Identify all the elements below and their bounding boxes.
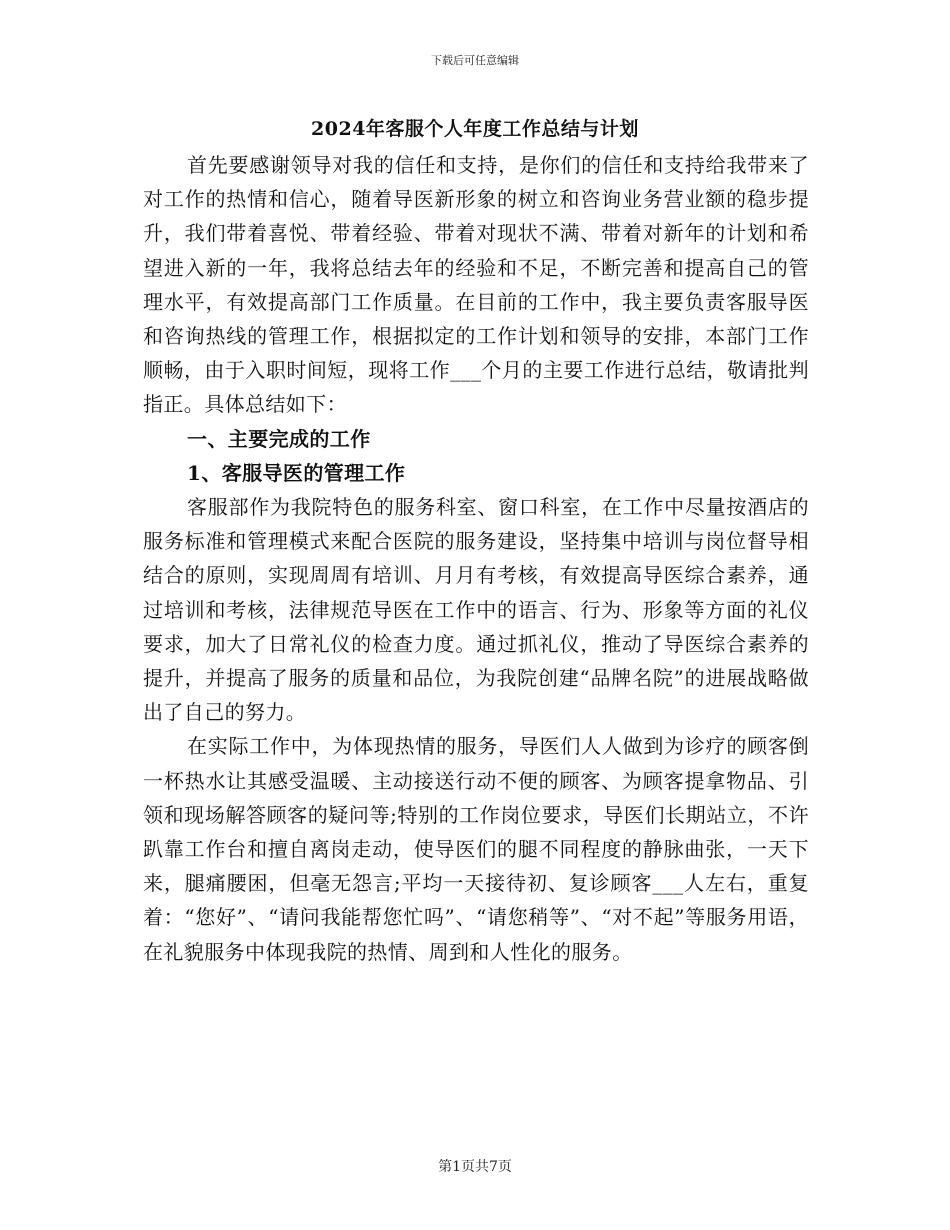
page-number-footer: 第1页共7页 [438,1159,512,1175]
document-title: 2024年客服个人年度工作总结与计划 [311,118,639,140]
section-heading-main-work: 一、主要完成的工作 [187,426,371,451]
management-paragraph: 客服部作为我院特色的服务科室、窗口科室，在工作中尽量按酒店的服务标准和管理模式来配合医院的服务建设，坚持集中培训与岗位督导相结合的原则，实现周周有培训、月月有考核，有效提高导医综合素养，通过培训和考核，法律规范导医在工作中的语言、行为、形象等方面的礼仪要求，加大了日常礼仪的检查力度。通过抓礼仪，推动了导医综合素养的提升，并提高了服务的质量和品位，为我院创建“品牌名院”的进展战略做出了自己的努力。 [143,495,809,725]
document-body [143,148,809,969]
intro-paragraph: 首先要感谢领导对我的信任和支持，是你们的信任和支持给我带来了对工作的热情和信心，随着导医新形象的树立和咨询业务营业额的稳步提升，我们带着喜悦、带着经验、带着对现状不满、带着对新年的计划和希望进入新的一年，我将总结去年的经验和不足，不断完善和提高自己的管理水平，有效提高部门工作质量。在目前的工作中，我主要负责客服导医和咨询热线的管理工作，根据拟定的工作计划和领导的安排，本部门工作顺畅，由于入职时间短，现将工作___个月的主要工作进行总结，敬请批判指正。具体总结如下： [143,153,809,417]
practice-paragraph: 在实际工作中，为体现热情的服务，导医们人人做到为诊疗的顾客倒一杯热水让其感受温暖、主动接送行动不便的顾客、为顾客提拿物品、引领和现场解答顾客的疑问等;特别的工作岗位要求，导医们长期站立，不许趴靠工作台和擅自离岗走动，使导医们的腿不同程度的静脉曲张，一天下来，腿痛腰困，但毫无怨言;平均一天接待初、复诊顾客___人左右，重复着：“您好”、“请问我能帮您忙吗”、“请您稍等”、“对不起”等服务用语，在礼貌服务中体现我院的热情、周到和人性化的服务。 [143,734,809,964]
subsection-heading-guide-management: 1、客服导医的管理工作 [187,460,406,485]
page-header-note: 下载后可任意编辑 [431,54,519,67]
